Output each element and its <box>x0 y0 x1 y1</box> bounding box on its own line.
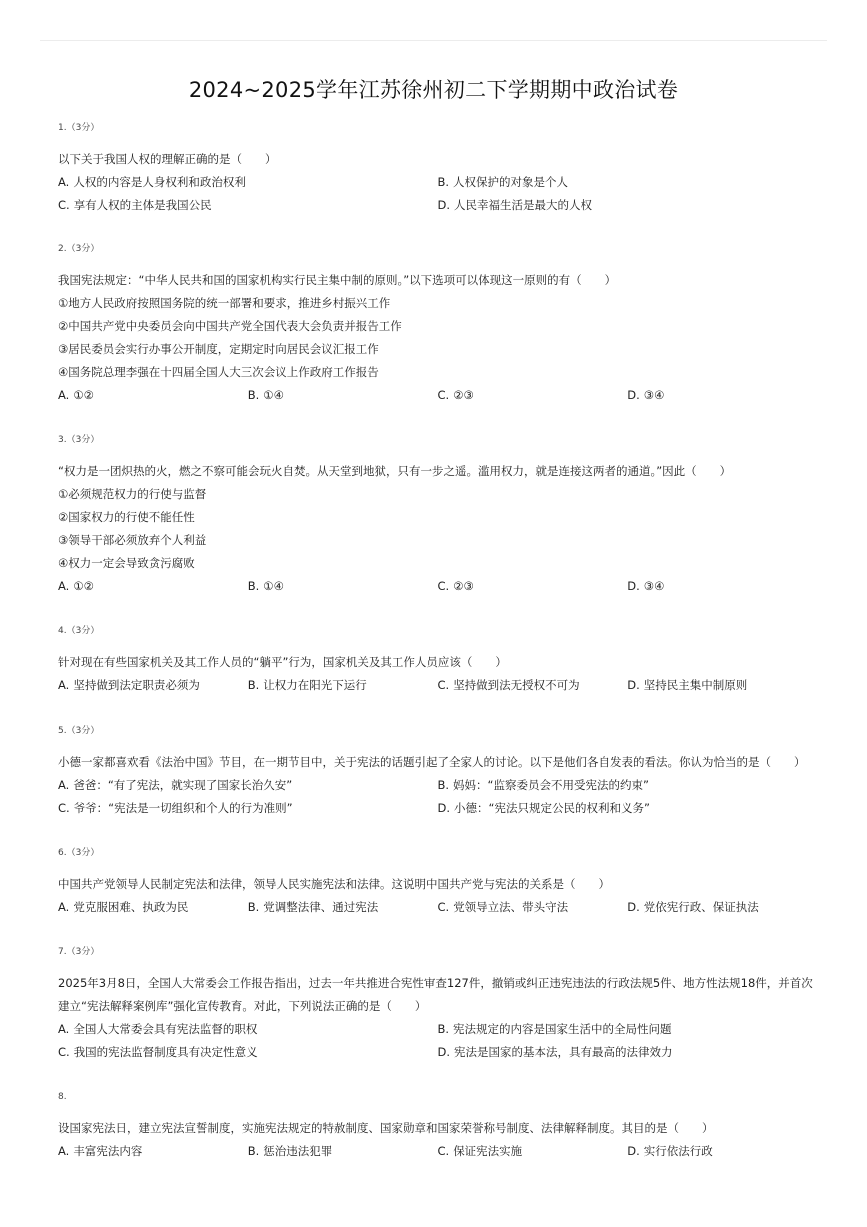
option-text: ③④ <box>643 579 665 593</box>
options <box>58 575 817 598</box>
option-text: 党调整法律、通过宪法 <box>263 900 379 914</box>
option-letter: C. <box>437 579 450 593</box>
option-a[interactable] <box>58 896 248 919</box>
option-text: 让权力在阳光下运行 <box>263 678 367 692</box>
option-letter: C. <box>58 198 70 212</box>
option-letter: B. <box>437 1022 450 1036</box>
question-stem: 针对现在有些国家机关及其工作人员的“躺平”行为，国家机关及其工作人员应该（ ） <box>58 655 507 669</box>
option-letter: B. <box>247 900 260 914</box>
option-letter: B. <box>437 778 450 792</box>
question-4 <box>58 624 817 697</box>
option-text: 妈妈：“监察委员会不用受宪法的约束” <box>453 778 649 792</box>
option-b[interactable] <box>248 896 438 919</box>
option-letter: A. <box>58 900 70 914</box>
question-stem: “权力是一团炽热的火，燃之不察可能会玩火自焚。从天堂到地狱，只有一步之遥。滥用权力，就是连接这两者的通道。”因此（ ） <box>58 464 732 478</box>
option-letter: A. <box>58 388 70 402</box>
option-letter: D. <box>627 900 640 914</box>
option-letter: D. <box>627 678 640 692</box>
question-stem: 设国家宪法日，建立宪法宣誓制度，实施宪法规定的特赦制度、国家勋章和国家荣誉称号制度、法律解释制度。其目的是（ ） <box>58 1121 714 1135</box>
question-stem: 小德一家都喜欢看《法治中国》节目，在一期节目中，关于宪法的话题引起了全家人的讨论。以下是他们各自发表的看法。你认为恰当的是（ ） <box>58 755 806 769</box>
question-stem: 2025年3月8日，全国人大常委会工作报告指出，过去一年共推进合宪性审查127件，撤销或纠正违宪违法的行政法规5件、地方性法规18件，并首次建立“宪法解释案例库”强化宣传教育。对此，下列说法正确的是（ ） <box>58 976 813 1013</box>
option-letter: A. <box>58 1144 70 1158</box>
question-6 <box>58 846 817 919</box>
question-stem: 中国共产党领导人民制定宪法和法律，领导人民实施宪法和法律。这说明中国共产党与宪法的关系是（ ） <box>58 877 610 891</box>
statement-4: ④权力一定会导致贪污腐败 <box>58 556 195 570</box>
statement-4: ④国务院总理李强在十四届全国人大三次会议上作政府工作报告 <box>58 365 379 379</box>
option-letter: B. <box>247 579 260 593</box>
option-d[interactable] <box>627 575 817 598</box>
question-header: 1.（3分） <box>58 123 100 133</box>
option-letter: C. <box>437 678 450 692</box>
options <box>58 384 817 407</box>
option-letter: C. <box>58 1045 70 1059</box>
statement-1: ①地方人民政府按照国务院的统一部署和要求，推进乡村振兴工作 <box>58 296 391 310</box>
option-text: 享有人权的主体是我国公民 <box>73 198 212 212</box>
options <box>58 1140 817 1163</box>
option-letter: C. <box>437 388 450 402</box>
option-text: ①② <box>73 388 94 402</box>
question-header: 8. <box>58 1092 67 1102</box>
option-text: ①② <box>73 579 94 593</box>
option-text: 坚持做到法定职责必须为 <box>73 678 200 692</box>
option-text: 保证宪法实施 <box>453 1144 523 1158</box>
option-c[interactable] <box>438 575 628 598</box>
option-text: 党领导立法、带头守法 <box>453 900 569 914</box>
option-c[interactable] <box>438 384 628 407</box>
statement-2: ②中国共产党中央委员会向中国共产党全国代表大会负责并报告工作 <box>58 319 402 333</box>
options <box>58 774 817 820</box>
option-text: 丰富宪法内容 <box>73 1144 143 1158</box>
option-a[interactable] <box>58 384 248 407</box>
question-stem: 以下关于我国人权的理解正确的是（ ） <box>58 152 277 166</box>
option-text: 惩治违法犯罪 <box>263 1144 333 1158</box>
option-letter: B. <box>247 678 260 692</box>
question-header: 3.（3分） <box>58 435 100 445</box>
option-letter: D. <box>437 1045 451 1059</box>
option-text: ②③ <box>453 579 474 593</box>
option-a[interactable] <box>58 1140 248 1163</box>
option-text: ②③ <box>453 388 474 402</box>
option-d[interactable] <box>438 797 818 820</box>
option-c[interactable] <box>438 896 628 919</box>
option-b[interactable] <box>248 575 438 598</box>
page-title: 2024~2025学年江苏徐州初二下学期期中政治试卷 <box>188 78 679 102</box>
option-d[interactable] <box>438 1041 818 1064</box>
option-text: ③④ <box>643 388 665 402</box>
question-1 <box>58 121 817 217</box>
option-b[interactable] <box>438 774 818 797</box>
statement-3: ③领导干部必须放弃个人利益 <box>58 533 207 547</box>
option-letter: A. <box>58 579 70 593</box>
option-b[interactable] <box>438 1018 818 1041</box>
option-letter: D. <box>627 579 640 593</box>
option-letter: D. <box>437 801 451 815</box>
option-text: 坚持做到法无授权不可为 <box>453 678 580 692</box>
options <box>58 1018 817 1064</box>
options <box>58 896 817 919</box>
option-d[interactable] <box>627 674 817 697</box>
question-7 <box>58 945 817 1064</box>
option-letter: A. <box>58 678 70 692</box>
statement-1: ①必须规范权力的行使与监督 <box>58 487 207 501</box>
option-c[interactable] <box>58 1041 438 1064</box>
top-divider <box>40 40 827 41</box>
option-text: 坚持民主集中制原则 <box>643 678 748 692</box>
option-text: 宪法是国家的基本法，具有最高的法律效力 <box>454 1045 673 1059</box>
option-b[interactable] <box>438 171 818 194</box>
option-letter: A. <box>58 175 70 189</box>
option-text: 人民幸福生活是最大的人权 <box>454 198 593 212</box>
option-d[interactable] <box>438 194 818 217</box>
option-b[interactable] <box>248 384 438 407</box>
option-letter: B. <box>247 388 260 402</box>
option-a[interactable] <box>58 1018 438 1041</box>
question-header: 7.（3分） <box>58 947 100 957</box>
option-letter: D. <box>627 388 640 402</box>
option-letter: D. <box>437 198 451 212</box>
option-text: ①④ <box>263 388 284 402</box>
question-5 <box>58 724 817 820</box>
option-letter: B. <box>437 175 450 189</box>
option-b[interactable] <box>248 1140 438 1163</box>
option-letter: A. <box>58 1022 70 1036</box>
option-d[interactable] <box>627 1140 817 1163</box>
option-letter: C. <box>58 801 70 815</box>
option-text: 党克服困难、执政为民 <box>73 900 189 914</box>
option-letter: B. <box>247 1144 260 1158</box>
option-text: 爷爷：“宪法是一切组织和个人的行为准则” <box>73 801 293 815</box>
option-letter: D. <box>627 1144 640 1158</box>
option-d[interactable] <box>627 896 817 919</box>
option-text: 宪法规定的内容是国家生活中的全局性问题 <box>453 1022 672 1036</box>
option-a[interactable] <box>58 774 438 797</box>
options <box>58 674 817 697</box>
question-stem: 我国宪法规定：“中华人民共和国的国家机构实行民主集中制的原则。”以下选项可以体现这一原则的有（ ） <box>58 273 617 287</box>
option-text: 党依宪行政、保证执法 <box>643 900 759 914</box>
question-8 <box>58 1090 817 1163</box>
option-b[interactable] <box>248 674 438 697</box>
option-c[interactable] <box>58 797 438 820</box>
question-2 <box>58 242 817 407</box>
statement-2: ②国家权力的行使不能任性 <box>58 510 195 524</box>
option-text: 全国人大常委会具有宪法监督的职权 <box>73 1022 258 1036</box>
option-text: 人权的内容是人身权利和政治权利 <box>73 175 246 189</box>
option-text: 爸爸：“有了宪法，就实现了国家长治久安” <box>73 778 293 792</box>
statement-3: ③居民委员会实行办事公开制度，定期定时向居民会议汇报工作 <box>58 342 379 356</box>
question-header: 6.（3分） <box>58 848 100 858</box>
question-header: 5.（3分） <box>58 726 100 736</box>
option-c[interactable] <box>438 674 628 697</box>
question-header: 4.（3分） <box>58 626 100 636</box>
option-text: 小德：“宪法只规定公民的权利和义务” <box>454 801 650 815</box>
option-a[interactable] <box>58 575 248 598</box>
option-a[interactable] <box>58 171 438 194</box>
question-header: 2.（3分） <box>58 244 100 254</box>
options <box>58 171 817 217</box>
option-text: ①④ <box>263 579 284 593</box>
option-text: 人权保护的对象是个人 <box>453 175 569 189</box>
option-c[interactable] <box>438 1140 628 1163</box>
option-text: 实行依法行政 <box>643 1144 713 1158</box>
option-letter: C. <box>437 900 450 914</box>
option-d[interactable] <box>627 384 817 407</box>
option-text: 我国的宪法监督制度具有决定性意义 <box>73 1045 258 1059</box>
option-c[interactable] <box>58 194 438 217</box>
option-letter: C. <box>437 1144 450 1158</box>
option-letter: A. <box>58 778 70 792</box>
option-a[interactable] <box>58 674 248 697</box>
question-3 <box>58 433 817 598</box>
